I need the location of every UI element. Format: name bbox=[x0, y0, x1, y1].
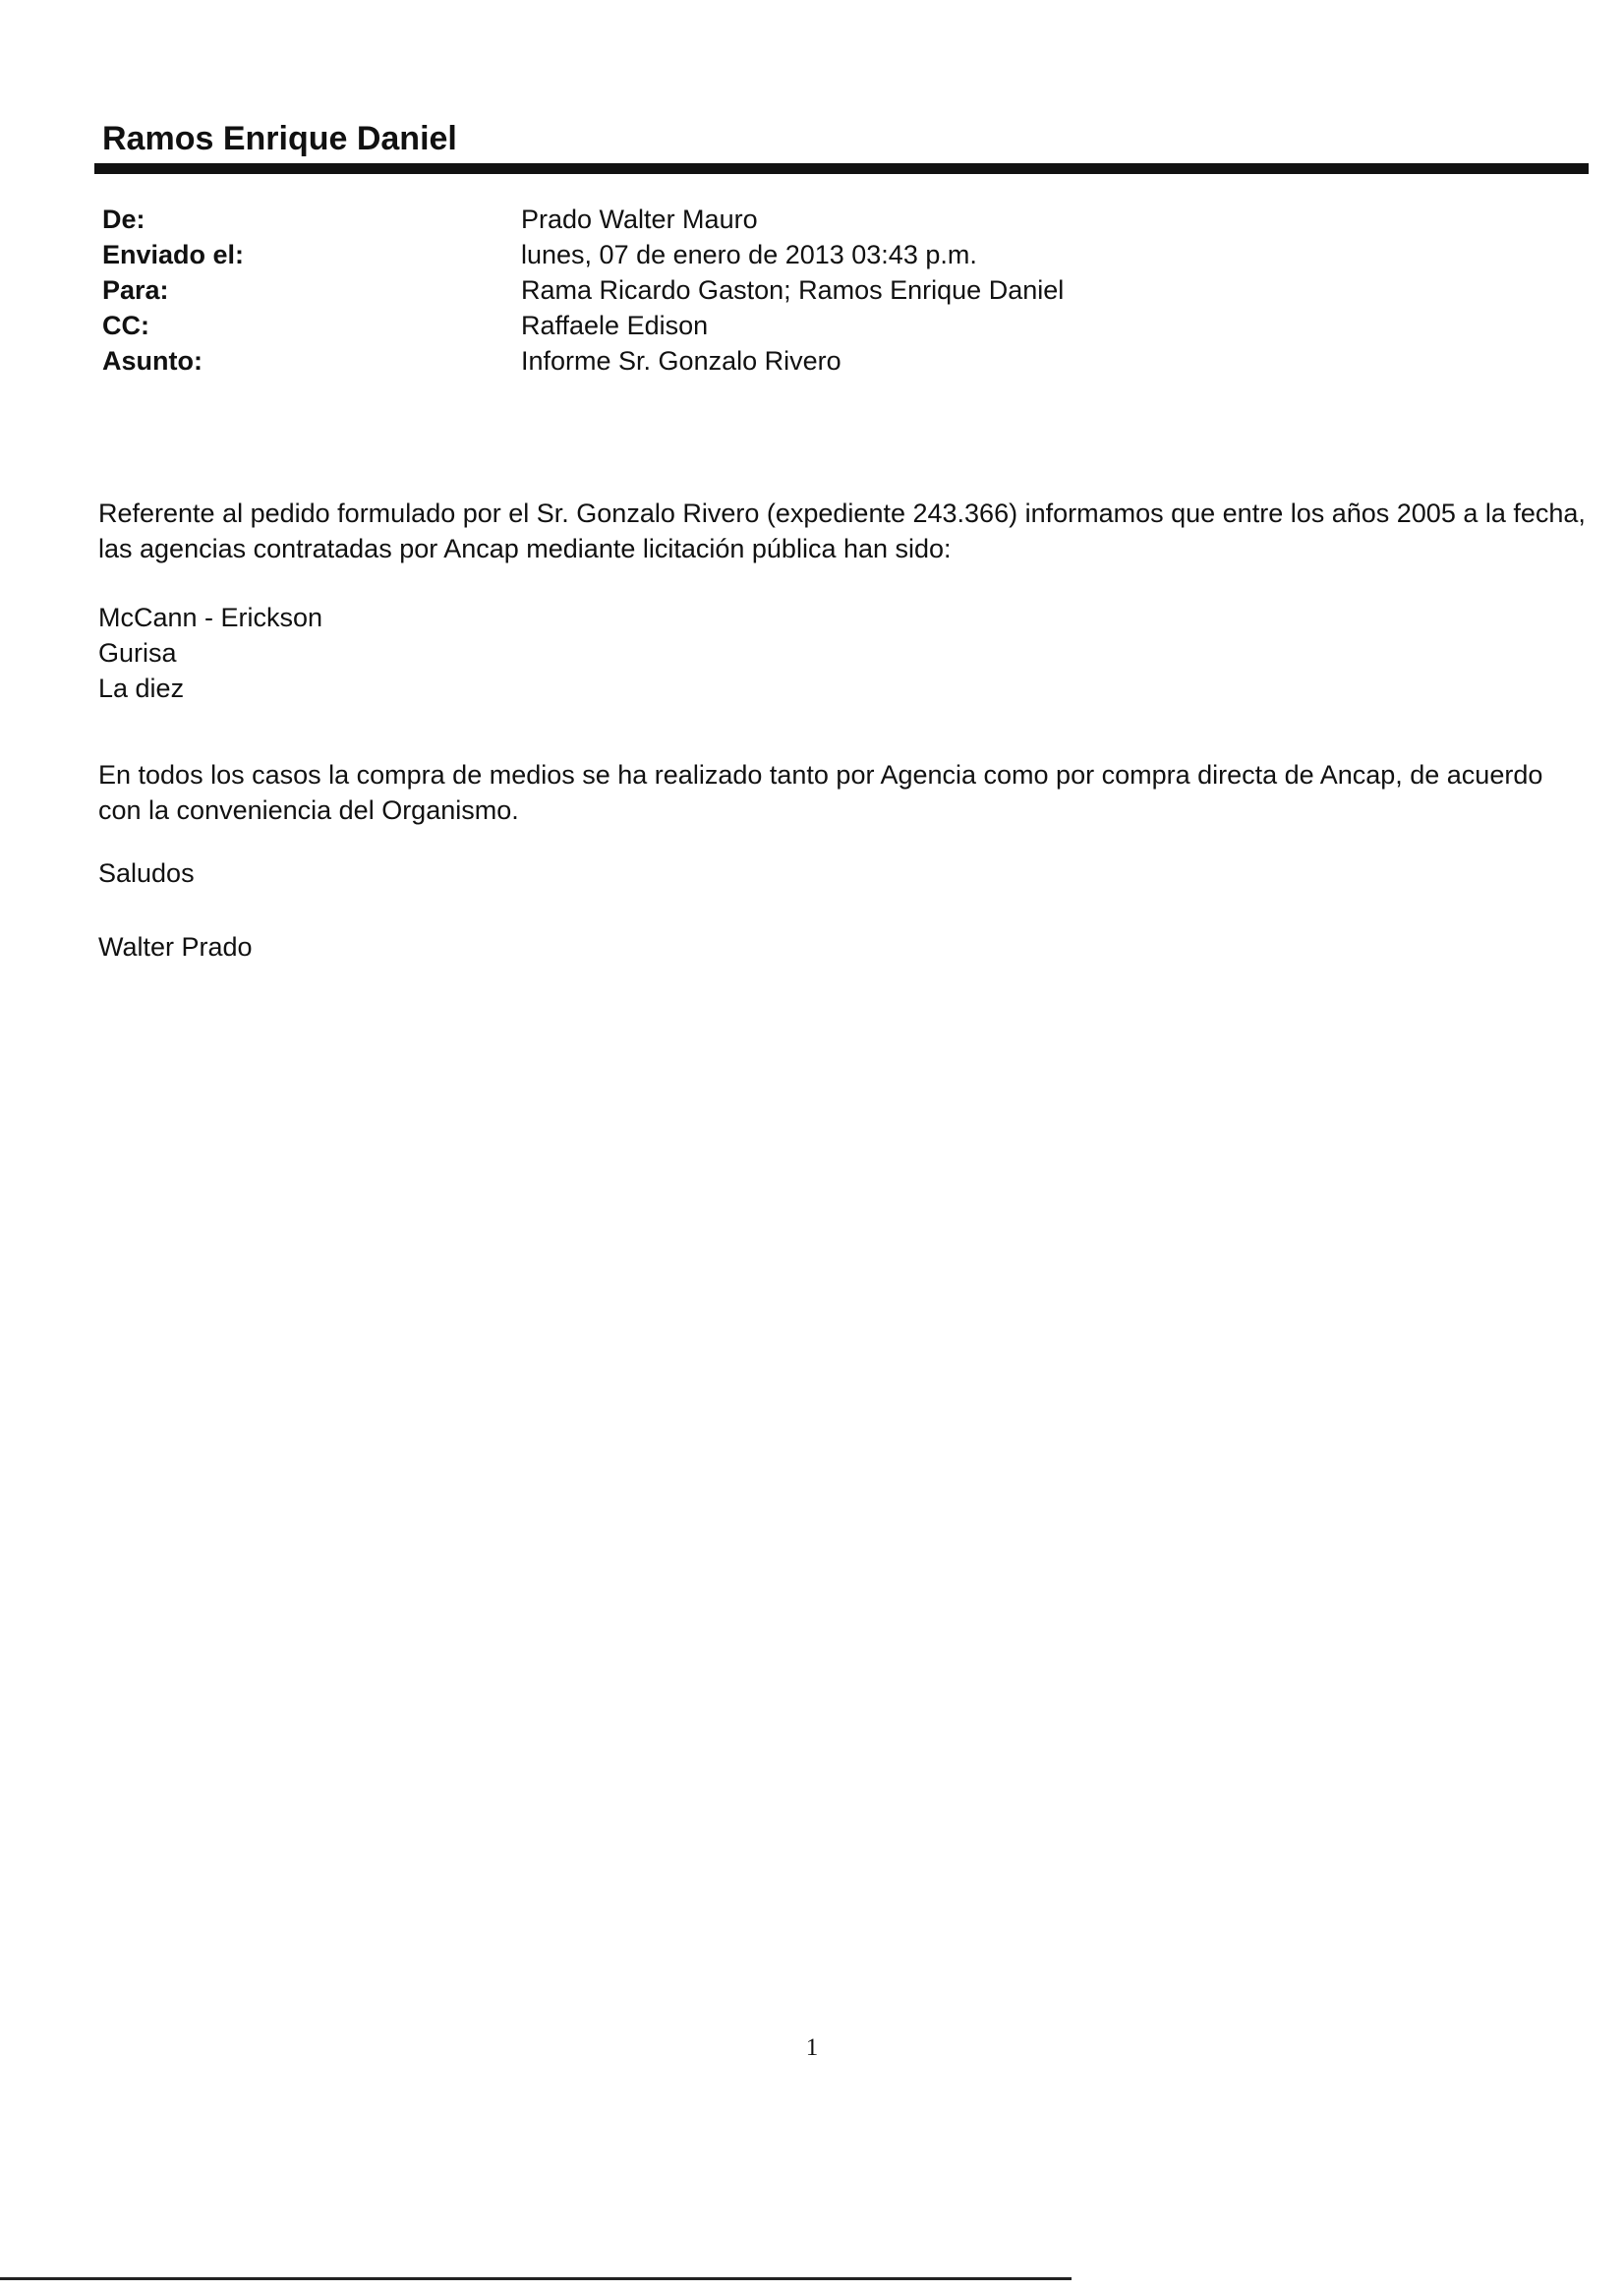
signature: Walter Prado bbox=[98, 932, 253, 962]
from-row bbox=[102, 202, 1557, 237]
media-purchase-paragraph: En todos los casos la compra de medios se ha realizado tanto por Agencia como por compra directa de Ancap, de acuerdo con la conveniencia del Organismo. bbox=[98, 760, 1543, 825]
from-label: De: bbox=[102, 205, 145, 234]
agency-item: La diez bbox=[98, 674, 185, 703]
bottom-edge-line bbox=[0, 2277, 1072, 2280]
from-value: Prado Walter Mauro bbox=[521, 205, 758, 234]
closing-greeting: Saludos bbox=[98, 858, 195, 888]
title-divider bbox=[94, 163, 1589, 174]
agency-item: Gurisa bbox=[98, 638, 177, 668]
subject-label: Asunto: bbox=[102, 346, 203, 376]
agency-list bbox=[98, 600, 1593, 706]
sent-row bbox=[102, 237, 1557, 272]
sent-value: lunes, 07 de enero de 2013 03:43 p.m. bbox=[521, 240, 977, 269]
page-number: 1 bbox=[805, 2034, 819, 2061]
to-row bbox=[102, 272, 1557, 308]
sent-label: Enviado el: bbox=[102, 240, 245, 269]
to-value: Rama Ricardo Gaston; Ramos Enrique Daniel bbox=[521, 275, 1065, 305]
cc-label: CC: bbox=[102, 311, 149, 340]
subject-row bbox=[102, 343, 1557, 379]
agency-item: McCann - Erickson bbox=[98, 603, 323, 632]
body-intro-paragraph: Referente al pedido formulado por el Sr. Gonzalo Rivero (expediente 243.366) informamos que entre los años 2005 a la fecha, las agencias contratadas por Ancap mediante licitación pública han sido: bbox=[98, 499, 1586, 563]
cc-value: Raffaele Edison bbox=[521, 311, 709, 340]
cc-row bbox=[102, 308, 1557, 343]
email-header-fields bbox=[102, 202, 1557, 379]
subject-value: Informe Sr. Gonzalo Rivero bbox=[521, 346, 841, 376]
to-label: Para: bbox=[102, 275, 169, 305]
mailbox-owner-name: Ramos Enrique Daniel bbox=[102, 120, 457, 157]
